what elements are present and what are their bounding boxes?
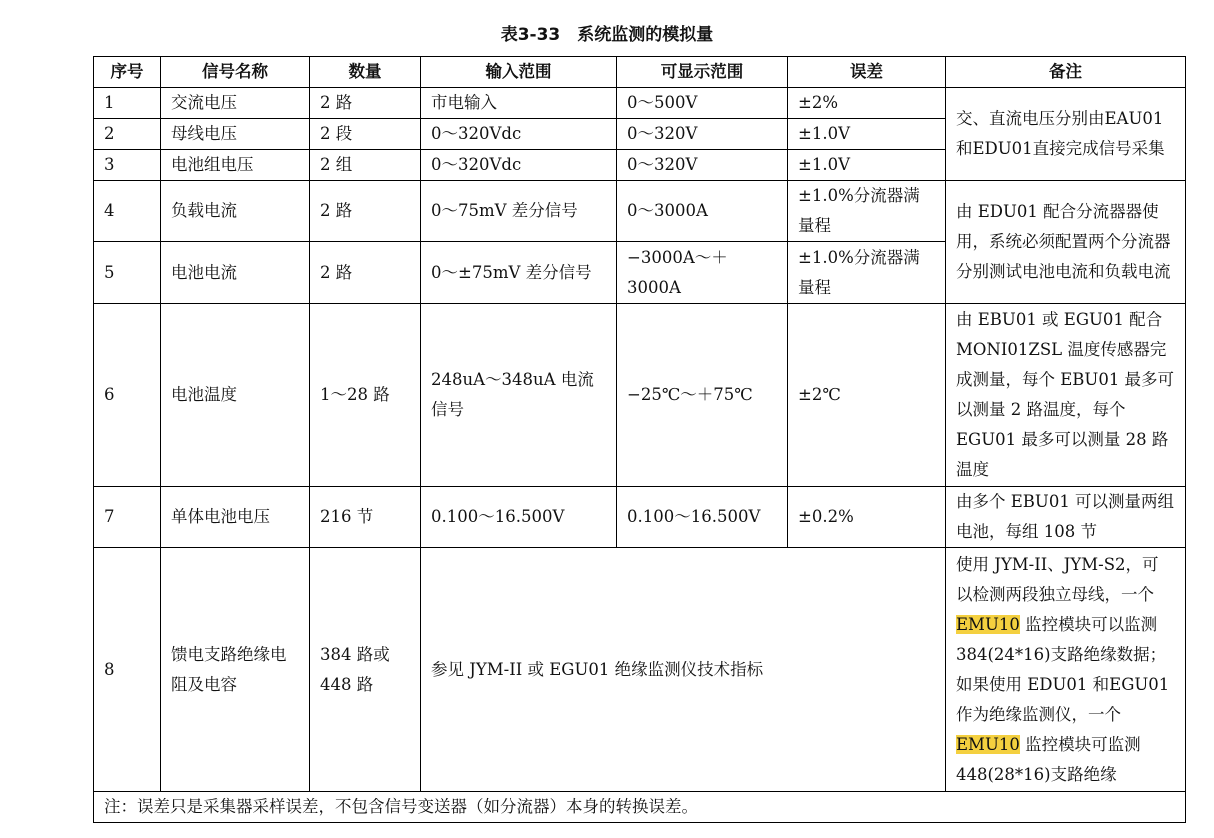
row-number: 4 <box>94 181 161 242</box>
remark: 由 EBU01 或 EGU01 配合MONI01ZSL 温度传感器完成测量，每个 EBU01 最多可以测量 2 路温度，每个 EGU01 最多可以测量 28 路温度 <box>946 304 1186 487</box>
signal-name: 电池温度 <box>161 304 310 487</box>
error-value: ±1.0%分流器满量程 <box>788 242 946 304</box>
row-number: 3 <box>94 150 161 181</box>
row-number: 7 <box>94 487 161 548</box>
display-range: 0～320V <box>617 119 788 150</box>
remark: 由 EDU01 配合分流器器使用，系统必须配置两个分流器分别测试电池电流和负载电流 <box>946 181 1186 304</box>
quantity: 216 节 <box>310 487 421 548</box>
error-value: ±2% <box>788 88 946 119</box>
remark-text: 监控模块可以监测 384(24*16)支路绝缘数据；如果使用 EDU01 和EGU01 作为绝缘监测仪，一个 <box>956 614 1170 724</box>
highlighted-term: EMU10 <box>956 614 1020 634</box>
quantity: 2 段 <box>310 119 421 150</box>
row-number: 1 <box>94 88 161 119</box>
table-row <box>94 181 1186 242</box>
signal-name: 电池组电压 <box>161 150 310 181</box>
display-range: 0～320V <box>617 150 788 181</box>
row-number: 6 <box>94 304 161 487</box>
header-cell: 备注 <box>946 57 1186 88</box>
header-cell: 数量 <box>310 57 421 88</box>
input-range: 0～320Vdc <box>421 150 617 181</box>
footnote: 注：误差只是采集器采样误差，不包含信号变送器（如分流器）本身的转换误差。 <box>94 792 1186 823</box>
header-cell: 信号名称 <box>161 57 310 88</box>
error-value: ±0.2% <box>788 487 946 548</box>
remark: 交、直流电压分别由EAU01和EDU01直接完成信号采集 <box>946 88 1186 181</box>
input-range: 0～320Vdc <box>421 119 617 150</box>
input-range: 248uA～348uA 电流信号 <box>421 304 617 487</box>
row-number: 8 <box>94 548 161 792</box>
row-number: 5 <box>94 242 161 304</box>
input-range: 0～±75mV 差分信号 <box>421 242 617 304</box>
display-range: 0～500V <box>617 88 788 119</box>
header-cell: 序号 <box>94 57 161 88</box>
signal-name: 电池电流 <box>161 242 310 304</box>
input-range: 0～75mV 差分信号 <box>421 181 617 242</box>
input-range: 市电输入 <box>421 88 617 119</box>
table-row <box>94 304 1186 487</box>
quantity: 2 路 <box>310 181 421 242</box>
header-row <box>94 57 1186 88</box>
header-cell: 输入范围 <box>421 57 617 88</box>
quantity: 2 组 <box>310 150 421 181</box>
quantity: 2 路 <box>310 242 421 304</box>
table-row <box>94 88 1186 119</box>
remark-text: 监控模块可监测 448(28*16)支路绝缘 <box>956 734 1141 784</box>
remark <box>946 548 1186 792</box>
footnote-row <box>94 792 1186 823</box>
input-range: 参见 JYM-II 或 EGU01 绝缘监测仪技术指标 <box>421 548 946 792</box>
quantity: 2 路 <box>310 88 421 119</box>
error-value: ±1.0V <box>788 119 946 150</box>
header-cell: 可显示范围 <box>617 57 788 88</box>
header-cell: 误差 <box>788 57 946 88</box>
analog-monitoring-table <box>93 56 1186 823</box>
error-value: ±1.0V <box>788 150 946 181</box>
quantity: 384 路或448 路 <box>310 548 421 792</box>
error-value: ±2℃ <box>788 304 946 487</box>
signal-name: 母线电压 <box>161 119 310 150</box>
quantity: 1～28 路 <box>310 304 421 487</box>
display-range: −25℃～＋75℃ <box>617 304 788 487</box>
signal-name: 单体电池电压 <box>161 487 310 548</box>
row-number: 2 <box>94 119 161 150</box>
input-range: 0.100～16.500V <box>421 487 617 548</box>
table-row <box>94 487 1186 548</box>
display-range: −3000A～＋3000A <box>617 242 788 304</box>
display-range: 0～3000A <box>617 181 788 242</box>
highlighted-term: EMU10 <box>956 734 1020 754</box>
remark: 由多个 EBU01 可以测量两组电池，每组 108 节 <box>946 487 1186 548</box>
display-range: 0.100～16.500V <box>617 487 788 548</box>
error-value: ±1.0%分流器满量程 <box>788 181 946 242</box>
signal-name: 交流电压 <box>161 88 310 119</box>
table-row <box>94 548 1186 792</box>
signal-name: 馈电支路绝缘电阻及电容 <box>161 548 310 792</box>
signal-name: 负载电流 <box>161 181 310 242</box>
remark-text: 使用 JYM-II、JYM-S2，可以检测两段独立母线，一个 <box>956 554 1159 604</box>
table-caption: 表3-33 系统监测的模拟量 <box>500 25 714 45</box>
